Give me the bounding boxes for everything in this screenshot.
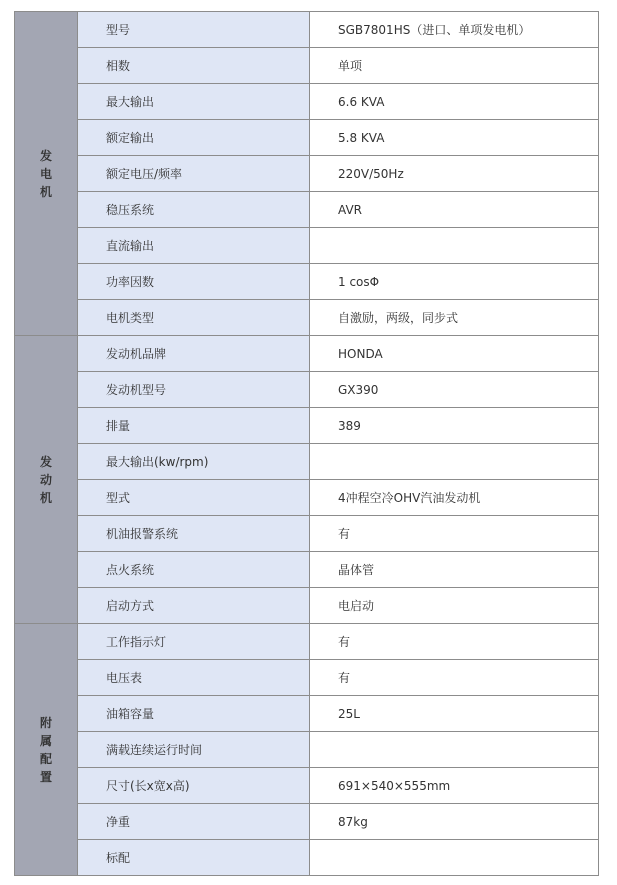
spec-value: HONDA — [310, 336, 599, 372]
table-row — [15, 372, 599, 408]
spec-value: SGB7801HS（进口、单项发电机） — [310, 12, 599, 48]
table-row — [15, 660, 599, 696]
table-row — [15, 408, 599, 444]
spec-value: 6.6 KVA — [310, 84, 599, 120]
spec-label: 满载连续运行时间 — [78, 732, 310, 768]
table-row — [15, 624, 599, 660]
spec-label: 启动方式 — [78, 588, 310, 624]
spec-label: 点火系统 — [78, 552, 310, 588]
spec-value: GX390 — [310, 372, 599, 408]
spec-value: 有 — [310, 516, 599, 552]
spec-value: 389 — [310, 408, 599, 444]
table-row — [15, 192, 599, 228]
spec-value: 5.8 KVA — [310, 120, 599, 156]
spec-value: 自激励，两级，同步式 — [310, 300, 599, 336]
spec-label: 额定输出 — [78, 120, 310, 156]
spec-label: 标配 — [78, 840, 310, 876]
table-row — [15, 840, 599, 876]
table-row — [15, 228, 599, 264]
spec-value: 电启动 — [310, 588, 599, 624]
category-engine: 发 动 机 — [15, 336, 78, 624]
table-row — [15, 336, 599, 372]
spec-label: 稳压系统 — [78, 192, 310, 228]
spec-value: 4冲程空冷OHV汽油发动机 — [310, 480, 599, 516]
table-row — [15, 588, 599, 624]
category-generator: 发 电 机 — [15, 12, 78, 336]
spec-value: 单项 — [310, 48, 599, 84]
spec-label: 电压表 — [78, 660, 310, 696]
table-row — [15, 300, 599, 336]
spec-label: 油箱容量 — [78, 696, 310, 732]
spec-label: 额定电压/频率 — [78, 156, 310, 192]
spec-label: 电机类型 — [78, 300, 310, 336]
spec-label: 直流输出 — [78, 228, 310, 264]
spec-value: 晶体管 — [310, 552, 599, 588]
table-row — [15, 264, 599, 300]
spec-value — [310, 732, 599, 768]
spec-value — [310, 840, 599, 876]
spec-label: 发动机型号 — [78, 372, 310, 408]
table-row — [15, 480, 599, 516]
spec-value: AVR — [310, 192, 599, 228]
spec-value: 220V/50Hz — [310, 156, 599, 192]
table-row — [15, 12, 599, 48]
spec-value: 87kg — [310, 804, 599, 840]
spec-value — [310, 228, 599, 264]
spec-value: 有 — [310, 660, 599, 696]
spec-label: 最大输出 — [78, 84, 310, 120]
table-row — [15, 696, 599, 732]
table-row — [15, 84, 599, 120]
spec-label: 排量 — [78, 408, 310, 444]
spec-label: 相数 — [78, 48, 310, 84]
category-accessories: 附 属 配 置 — [15, 624, 78, 876]
table-row — [15, 516, 599, 552]
table-row — [15, 768, 599, 804]
spec-label: 尺寸(长x宽x高) — [78, 768, 310, 804]
table-row — [15, 552, 599, 588]
spec-label: 型式 — [78, 480, 310, 516]
spec-label: 机油报警系统 — [78, 516, 310, 552]
spec-label: 型号 — [78, 12, 310, 48]
table-row — [15, 444, 599, 480]
spec-label: 工作指示灯 — [78, 624, 310, 660]
spec-value — [310, 444, 599, 480]
spec-value: 有 — [310, 624, 599, 660]
table-row — [15, 48, 599, 84]
spec-table — [14, 11, 599, 876]
table-row — [15, 732, 599, 768]
table-row — [15, 120, 599, 156]
spec-label: 净重 — [78, 804, 310, 840]
spec-label: 功率因数 — [78, 264, 310, 300]
spec-value: 1 cosΦ — [310, 264, 599, 300]
spec-value: 25L — [310, 696, 599, 732]
spec-value: 691×540×555mm — [310, 768, 599, 804]
table-row — [15, 804, 599, 840]
spec-label: 最大输出(kw/rpm) — [78, 444, 310, 480]
spec-label: 发动机品牌 — [78, 336, 310, 372]
table-row — [15, 156, 599, 192]
